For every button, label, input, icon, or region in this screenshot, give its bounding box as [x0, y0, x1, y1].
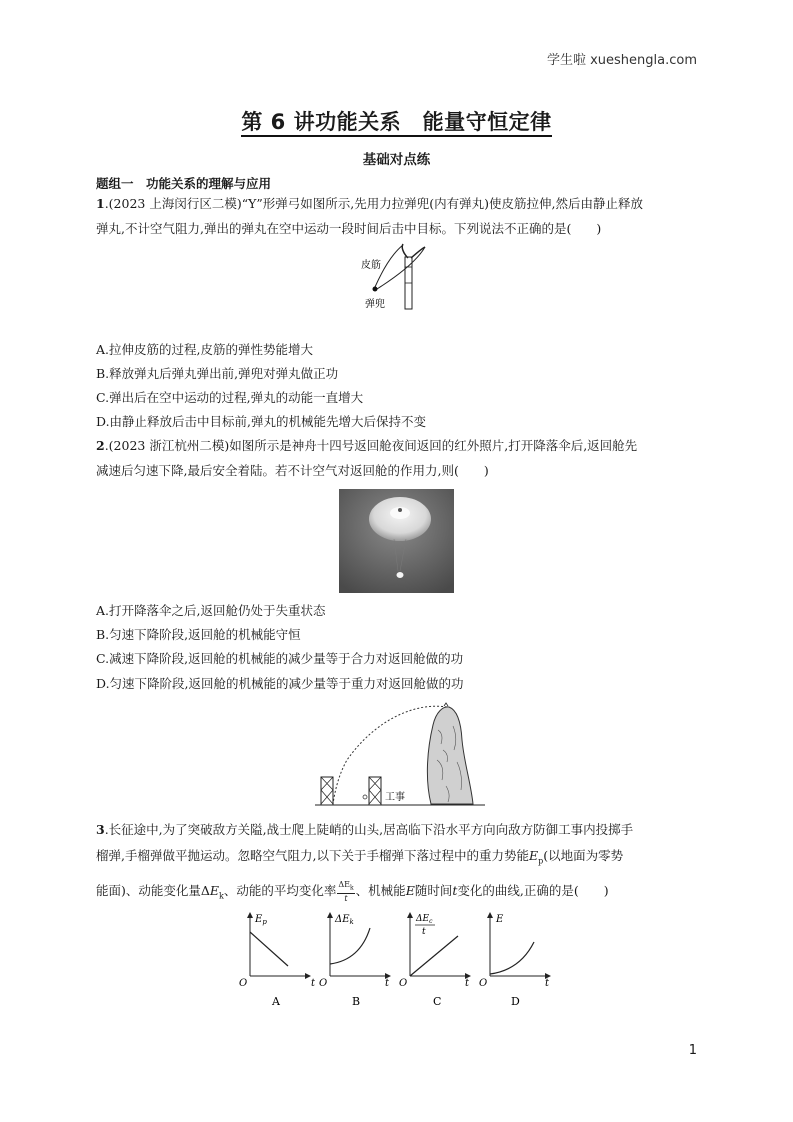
q3-text-3b: 、动能的平均变化率	[223, 882, 337, 898]
rate-fraction	[337, 880, 354, 903]
page-number: 1	[688, 1043, 697, 1058]
q2-option-a: A.打开降落伞之后,返回舱仍处于失重状态	[96, 603, 326, 618]
graph-d-curve	[490, 942, 534, 974]
q3-number: 3	[96, 822, 105, 837]
graph-d-xlabel: t	[545, 978, 550, 989]
bunker-label: 工事	[385, 792, 405, 803]
group-heading: 题组一 功能关系的理解与应用	[96, 176, 272, 191]
dek-symbol: E	[209, 882, 220, 898]
graph-a-curve	[250, 932, 288, 966]
graph-c	[399, 913, 470, 1008]
graph-d-origin: O	[479, 978, 488, 989]
ep-sub: p	[538, 856, 544, 866]
graph-b-caption: B	[352, 995, 361, 1008]
q3-text-3c: 、机械能	[355, 882, 406, 898]
page-title-text: 第 6 讲功能关系 能量守恒定律	[241, 110, 551, 137]
dek-sub: k	[219, 891, 224, 901]
q2-text-1: .(2023 浙江杭州二模)如图所示是神舟十四号返回舱夜间返回的红外照片,打开降落伞后,返回舱先	[104, 438, 638, 453]
page-title	[0, 106, 793, 136]
q1-line1	[96, 196, 643, 212]
capsule	[397, 572, 404, 578]
graph-c-origin: O	[399, 978, 408, 989]
cliff	[427, 707, 473, 804]
section-subtitle: 基础对点练	[362, 152, 431, 168]
graph-c-yden: t	[422, 927, 426, 937]
q2-option-d: D.匀速下降阶段,返回舱的机械能的减少量等于重力对返回舱做的功	[96, 676, 464, 691]
graph-d	[479, 913, 550, 1008]
right-bunker	[369, 777, 381, 805]
graph-a-caption: A	[272, 995, 280, 1008]
q2-number: 2	[96, 438, 105, 453]
q2-line1	[96, 438, 637, 454]
t-symbol: t	[452, 882, 458, 898]
graph-c-xlabel: t	[465, 978, 470, 989]
graph-b-xlabel: t	[385, 978, 390, 989]
graph-b	[319, 913, 390, 1008]
capsule-photo	[339, 489, 454, 593]
q3-line1	[96, 822, 633, 838]
q3-line2	[96, 848, 623, 870]
graph-c-caption: C	[433, 995, 442, 1008]
graph-b-ylabel: $\Delta E_k$	[335, 914, 354, 926]
q1-option-b: B.释放弹丸后弹丸弹出前,弹兜对弹丸做正功	[96, 366, 339, 381]
graph-a-origin: O	[239, 978, 248, 989]
q2-option-b: B.匀速下降阶段,返回舱的机械能守恒	[96, 627, 301, 642]
watermark: 学生啦 xueshengla.com	[546, 53, 697, 68]
graph-c-curve	[410, 936, 458, 976]
cliff-figure	[315, 700, 485, 810]
slingshot-figure	[355, 243, 440, 313]
frac-numerator: $\Delta E_k$	[338, 880, 354, 892]
slingshot-fork	[402, 244, 425, 258]
q1-text-1: .(2023 上海闵行区二模)“Y”形弹弓如图所示,先用力拉弹兜(内有弹丸)使皮筋拉伸,然后由静止释放	[104, 196, 643, 211]
left-bunker	[321, 777, 333, 805]
q3-line3	[96, 880, 609, 904]
label-pouch: 弹兜	[365, 299, 385, 310]
q3-text-3a: 能面)、动能变化量Δ	[96, 882, 210, 898]
e-symbol: E	[405, 882, 415, 898]
pellet	[373, 287, 378, 292]
q2-line2: 减速后匀速下降,最后安全着陆。若不计空气对返回舱的作用力,则( )	[96, 463, 489, 478]
graph-d-caption: D	[511, 995, 520, 1008]
graph-b-curve	[330, 928, 370, 964]
answer-graphs	[230, 908, 560, 1012]
ep-symbol: E	[528, 848, 539, 863]
q2-option-c: C.减速下降阶段,返回舱的机械能的减少量等于合力对返回舱做的功	[96, 651, 464, 666]
q3-text-1: .长征途中,为了突破敌方关隘,战士爬上陡峭的山头,居高临下沿水平方向向敌方防御工事内投掷手	[104, 822, 634, 837]
q1-number: 1	[96, 196, 105, 211]
q1-option-d: D.由静止释放后击中目标前,弹丸的机械能先增大后保持不变	[96, 414, 427, 429]
graph-a	[239, 913, 316, 1008]
q3-text-3e: 变化的曲线,正确的是( )	[457, 882, 609, 898]
graph-a-ylabel: $E_p$	[255, 914, 267, 926]
graph-c-ylabel: $\Delta E_c$	[416, 914, 433, 925]
q1-option-c: C.弹出后在空中运动的过程,弹丸的动能一直增大	[96, 390, 364, 405]
graph-d-ylabel: E	[496, 914, 504, 925]
q3-text-3d: 随时间	[414, 882, 453, 898]
frac-denominator: t	[344, 893, 348, 903]
q3-text-2: 榴弹,手榴弹做平抛运动。忽略空气阻力,以下关于手榴弹下落过程中的重力势能	[96, 848, 529, 863]
label-band: 皮筋	[361, 260, 381, 271]
q1-option-a: A.拉伸皮筋的过程,皮筋的弹性势能增大	[96, 342, 313, 357]
q3-text-2-tail: (以地面为零势	[543, 848, 624, 863]
graph-a-xlabel: t	[311, 978, 316, 989]
graph-b-origin: O	[319, 978, 328, 989]
q1-line2: 弹丸,不计空气阻力,弹出的弹丸在空中运动一段时间后击中目标。下列说法不正确的是( )	[96, 221, 602, 236]
